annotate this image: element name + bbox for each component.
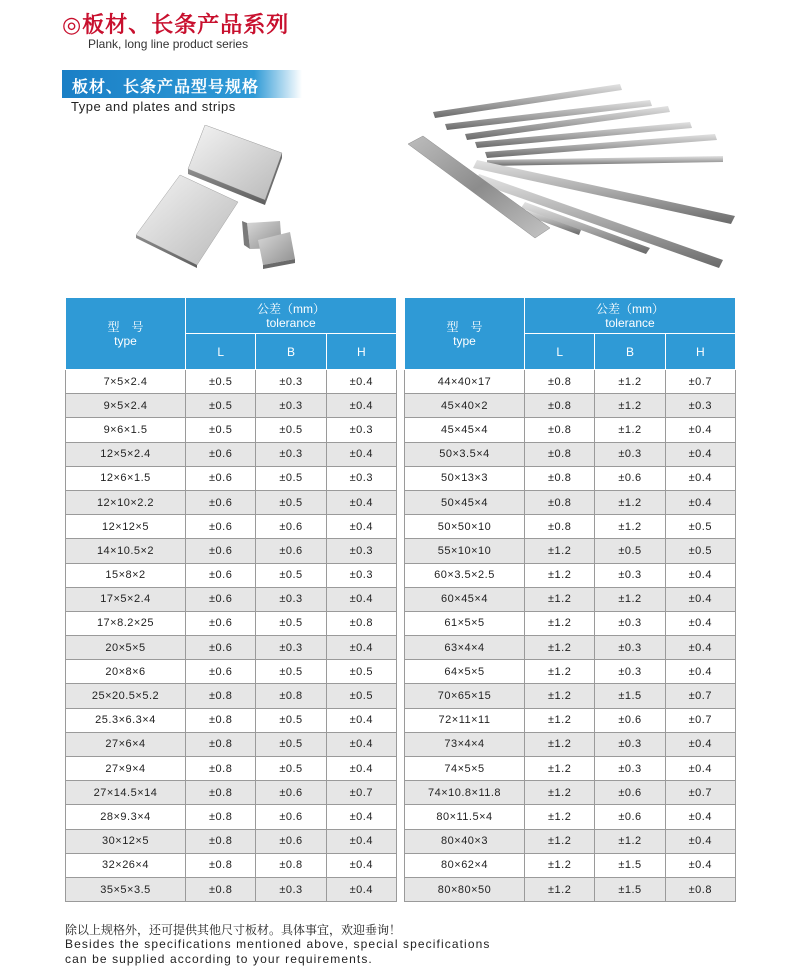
tolerance-l-cell: ±0.6 [186,636,256,660]
type-cell: 25×20.5×5.2 [66,684,186,708]
tolerance-l-cell: ±0.8 [525,394,595,418]
tolerance-h-cell: ±0.3 [665,394,735,418]
tolerance-l-cell: ±1.2 [525,781,595,805]
type-cell: 74×10.8×11.8 [405,781,525,805]
footer-note-en-line2: can be supplied according to your requirements. [65,952,373,966]
table-row [405,370,736,394]
type-cell: 20×5×5 [66,636,186,660]
tolerance-b-cell: ±0.3 [256,877,326,901]
tolerance-l-cell: ±0.6 [186,660,256,684]
type-cell: 7×5×2.4 [66,370,186,394]
tolerance-h-cell: ±0.5 [665,539,735,563]
tolerance-l-cell: ±0.8 [186,853,256,877]
tolerance-h-cell: ±0.4 [326,805,396,829]
tolerance-b-cell: ±0.5 [595,539,665,563]
tolerance-l-cell: ±0.6 [186,515,256,539]
table-row [66,853,397,877]
tolerance-header-en: tolerance [266,315,316,330]
table-row [405,418,736,442]
table-row [405,877,736,901]
tolerance-b-cell: ±0.5 [256,732,326,756]
type-cell: 80×80×50 [405,877,525,901]
tolerance-l-cell: ±0.8 [186,877,256,901]
type-cell: 44×40×17 [405,370,525,394]
col-header-l: L [186,334,256,370]
tolerance-b-cell: ±0.8 [256,684,326,708]
tolerance-b-cell: ±0.3 [595,611,665,635]
table-row [66,394,397,418]
tolerance-l-cell: ±1.2 [525,539,595,563]
tolerance-l-cell: ±1.2 [525,611,595,635]
table-row [405,853,736,877]
tolerance-h-cell: ±0.4 [326,708,396,732]
table-row [66,587,397,611]
type-cell: 9×5×2.4 [66,394,186,418]
tolerance-h-cell: ±0.5 [326,684,396,708]
tolerance-b-cell: ±0.6 [256,781,326,805]
table-row [66,515,397,539]
tolerance-b-cell: ±0.6 [595,466,665,490]
col-header-b: B [256,334,326,370]
type-cell: 45×40×2 [405,394,525,418]
type-cell: 80×40×3 [405,829,525,853]
tolerance-h-cell: ±0.4 [326,587,396,611]
table-row [405,805,736,829]
tolerance-h-cell: ±0.4 [665,563,735,587]
type-cell: 80×62×4 [405,853,525,877]
strips-photo [405,78,750,278]
tolerance-h-cell: ±0.4 [326,877,396,901]
tolerance-b-cell: ±0.6 [256,805,326,829]
tolerance-h-cell: ±0.4 [665,853,735,877]
table-row [405,442,736,466]
type-cell: 64×5×5 [405,660,525,684]
tolerance-h-cell: ±0.4 [326,394,396,418]
footer-note-cn: 除以上规格外，还可提供其他尺寸板材。具体事宜，欢迎垂询！ [65,923,402,937]
tolerance-l-cell: ±1.2 [525,563,595,587]
type-cell: 32×26×4 [66,853,186,877]
tolerance-h-cell: ±0.4 [326,490,396,514]
tolerance-b-cell: ±0.6 [595,708,665,732]
tolerance-h-cell: ±0.4 [326,515,396,539]
table-row [405,829,736,853]
spec-table-right [404,297,736,902]
table-row [66,442,397,466]
table-row [66,684,397,708]
tolerance-b-cell: ±1.2 [595,370,665,394]
tolerance-h-cell: ±0.4 [665,757,735,781]
type-cell: 72×11×11 [405,708,525,732]
table-row [66,660,397,684]
tolerance-l-cell: ±0.8 [186,781,256,805]
tolerance-b-cell: ±0.6 [595,781,665,805]
type-cell: 12×6×1.5 [66,466,186,490]
tolerance-h-cell: ±0.4 [665,732,735,756]
footer-note-en-line1: Besides the specifications mentioned above, special specifications [65,937,491,951]
tolerance-l-cell: ±1.2 [525,684,595,708]
tolerance-h-cell: ±0.3 [326,466,396,490]
type-cell: 12×10×2.2 [66,490,186,514]
table-row [405,611,736,635]
tolerance-b-cell: ±0.3 [595,757,665,781]
tolerance-l-cell: ±0.5 [186,394,256,418]
tolerance-l-cell: ±0.8 [186,684,256,708]
tolerance-l-cell: ±1.2 [525,732,595,756]
table-row [405,684,736,708]
tolerance-l-cell: ±1.2 [525,757,595,781]
type-cell: 30×12×5 [66,829,186,853]
type-cell: 50×45×4 [405,490,525,514]
tolerance-b-cell: ±0.3 [595,732,665,756]
tolerance-h-cell: ±0.7 [665,370,735,394]
plates-photo [130,125,320,285]
table-row [66,877,397,901]
type-cell: 15×8×2 [66,563,186,587]
col-header-h: H [326,334,396,370]
type-cell: 73×4×4 [405,732,525,756]
type-cell: 80×11.5×4 [405,805,525,829]
tolerance-header [186,298,397,334]
tolerance-l-cell: ±0.6 [186,442,256,466]
type-cell: 63×4×4 [405,636,525,660]
tolerance-b-cell: ±0.5 [256,563,326,587]
section-banner-label: 板材、长条产品型号规格 [72,77,260,96]
table-row [66,757,397,781]
type-cell: 27×14.5×14 [66,781,186,805]
type-header-en: type [453,333,476,348]
tolerance-l-cell: ±1.2 [525,805,595,829]
page-subtitle: Plank, long line product series [88,37,249,51]
type-cell: 17×8.2×25 [66,611,186,635]
tolerance-l-cell: ±0.6 [186,466,256,490]
col-header-l: L [525,334,595,370]
tolerance-b-cell: ±0.3 [256,394,326,418]
type-cell: 20×8×6 [66,660,186,684]
tolerance-b-cell: ±0.5 [256,611,326,635]
type-cell: 25.3×6.3×4 [66,708,186,732]
type-header [405,298,525,370]
tolerance-h-cell: ±0.4 [326,829,396,853]
table-row [66,708,397,732]
tolerance-header [525,298,736,334]
tolerance-h-cell: ±0.4 [665,805,735,829]
type-header-en: type [114,333,137,348]
table-row [405,466,736,490]
tolerance-b-cell: ±1.2 [595,587,665,611]
tolerance-b-cell: ±0.5 [256,490,326,514]
tolerance-h-cell: ±0.4 [326,636,396,660]
tolerance-h-cell: ±0.4 [665,442,735,466]
tolerance-l-cell: ±0.8 [525,418,595,442]
col-header-b: B [595,334,665,370]
type-header [66,298,186,370]
tolerance-h-cell: ±0.5 [326,660,396,684]
type-cell: 12×12×5 [66,515,186,539]
table-row [405,587,736,611]
type-cell: 60×3.5×2.5 [405,563,525,587]
tolerance-b-cell: ±1.2 [595,829,665,853]
tolerance-b-cell: ±0.3 [256,442,326,466]
tolerance-h-cell: ±0.4 [326,732,396,756]
tolerance-b-cell: ±0.5 [256,418,326,442]
tolerance-h-cell: ±0.7 [665,708,735,732]
tolerance-b-cell: ±0.3 [256,370,326,394]
table-row [66,418,397,442]
tolerance-h-cell: ±0.7 [326,781,396,805]
table-row [66,563,397,587]
tolerance-h-cell: ±0.3 [326,563,396,587]
type-cell: 50×13×3 [405,466,525,490]
type-cell: 50×50×10 [405,515,525,539]
tolerance-b-cell: ±0.5 [256,757,326,781]
type-header-cn: 型 号 [446,319,483,334]
tolerance-h-cell: ±0.4 [665,490,735,514]
table-row [405,781,736,805]
table-row [66,781,397,805]
tolerance-l-cell: ±1.2 [525,853,595,877]
tolerance-h-cell: ±0.8 [326,611,396,635]
type-cell: 50×3.5×4 [405,442,525,466]
tolerance-b-cell: ±1.5 [595,853,665,877]
tolerance-l-cell: ±0.6 [186,563,256,587]
tolerance-h-cell: ±0.4 [326,370,396,394]
tolerance-b-cell: ±0.6 [595,805,665,829]
tolerance-l-cell: ±1.2 [525,660,595,684]
type-header-cn: 型 号 [107,319,144,334]
tolerance-h-cell: ±0.4 [665,587,735,611]
tolerance-b-cell: ±1.2 [595,394,665,418]
table-row [405,539,736,563]
table-row [66,732,397,756]
tolerance-l-cell: ±0.8 [186,757,256,781]
tolerance-l-cell: ±0.6 [186,611,256,635]
tolerance-h-cell: ±0.4 [326,853,396,877]
tolerance-l-cell: ±0.8 [186,732,256,756]
tolerance-l-cell: ±0.8 [525,490,595,514]
tolerance-header-en: tolerance [605,315,655,330]
tolerance-b-cell: ±0.3 [595,660,665,684]
table-row [66,490,397,514]
tolerance-l-cell: ±0.5 [186,418,256,442]
tolerance-h-cell: ±0.3 [326,418,396,442]
type-cell: 55×10×10 [405,539,525,563]
tolerance-h-cell: ±0.8 [665,877,735,901]
tolerance-header-cn: 公差（mm） [256,301,325,316]
type-cell: 35×5×3.5 [66,877,186,901]
type-cell: 61×5×5 [405,611,525,635]
tolerance-b-cell: ±1.2 [595,515,665,539]
tolerance-b-cell: ±1.5 [595,877,665,901]
tolerance-l-cell: ±0.6 [186,539,256,563]
type-cell: 45×45×4 [405,418,525,442]
table-row [405,708,736,732]
tolerance-l-cell: ±0.8 [186,829,256,853]
tolerance-l-cell: ±1.2 [525,829,595,853]
table-row [66,829,397,853]
tolerance-b-cell: ±0.3 [256,587,326,611]
type-cell: 70×65×15 [405,684,525,708]
tolerance-l-cell: ±0.8 [186,805,256,829]
tolerance-h-cell: ±0.4 [665,660,735,684]
tolerance-b-cell: ±0.6 [256,829,326,853]
tolerance-b-cell: ±0.3 [256,636,326,660]
type-cell: 14×10.5×2 [66,539,186,563]
section-subtitle: Type and plates and strips [71,99,236,114]
table-row [66,370,397,394]
type-cell: 17×5×2.4 [66,587,186,611]
tolerance-h-cell: ±0.7 [665,684,735,708]
type-cell: 60×45×4 [405,587,525,611]
spec-table-left [65,297,397,902]
tolerance-h-cell: ±0.4 [326,442,396,466]
tolerance-l-cell: ±1.2 [525,587,595,611]
table-row [66,805,397,829]
table-row [66,611,397,635]
tolerance-l-cell: ±0.8 [525,515,595,539]
tolerance-b-cell: ±1.2 [595,490,665,514]
tolerance-b-cell: ±0.8 [256,853,326,877]
table-row [66,466,397,490]
table-row [66,636,397,660]
type-cell: 74×5×5 [405,757,525,781]
tolerance-b-cell: ±0.3 [595,563,665,587]
table-row [405,490,736,514]
tolerance-l-cell: ±0.8 [525,370,595,394]
type-cell: 9×6×1.5 [66,418,186,442]
tolerance-b-cell: ±0.3 [595,442,665,466]
tolerance-l-cell: ±0.6 [186,587,256,611]
tolerance-l-cell: ±0.5 [186,370,256,394]
tolerance-l-cell: ±1.2 [525,636,595,660]
type-cell: 28×9.3×4 [66,805,186,829]
type-cell: 27×6×4 [66,732,186,756]
tolerance-h-cell: ±0.4 [665,418,735,442]
table-row [405,660,736,684]
tolerance-b-cell: ±0.5 [256,708,326,732]
tolerance-h-cell: ±0.3 [326,539,396,563]
table-row [405,636,736,660]
tolerance-b-cell: ±0.5 [256,466,326,490]
section-banner [62,70,302,98]
tolerance-l-cell: ±1.2 [525,877,595,901]
tolerance-h-cell: ±0.7 [665,781,735,805]
tolerance-h-cell: ±0.4 [665,636,735,660]
type-cell: 27×9×4 [66,757,186,781]
tolerance-h-cell: ±0.4 [665,611,735,635]
type-cell: 12×5×2.4 [66,442,186,466]
tolerance-b-cell: ±1.2 [595,418,665,442]
tolerance-header-cn: 公差（mm） [595,301,664,316]
tolerance-b-cell: ±0.6 [256,539,326,563]
tolerance-h-cell: ±0.4 [665,466,735,490]
tolerance-l-cell: ±1.2 [525,708,595,732]
tolerance-b-cell: ±0.6 [256,515,326,539]
table-row [405,757,736,781]
page-title: ◎板材、长条产品系列 [62,13,290,38]
tolerance-h-cell: ±0.4 [326,757,396,781]
col-header-h: H [665,334,735,370]
table-row [405,563,736,587]
tolerance-b-cell: ±0.5 [256,660,326,684]
table-row [66,539,397,563]
tolerance-b-cell: ±1.5 [595,684,665,708]
tolerance-h-cell: ±0.4 [665,829,735,853]
tolerance-b-cell: ±0.3 [595,636,665,660]
tolerance-h-cell: ±0.5 [665,515,735,539]
tolerance-l-cell: ±0.8 [525,466,595,490]
tolerance-l-cell: ±0.8 [186,708,256,732]
tolerance-l-cell: ±0.6 [186,490,256,514]
table-row [405,515,736,539]
table-row [405,394,736,418]
tolerance-l-cell: ±0.8 [525,442,595,466]
table-row [405,732,736,756]
